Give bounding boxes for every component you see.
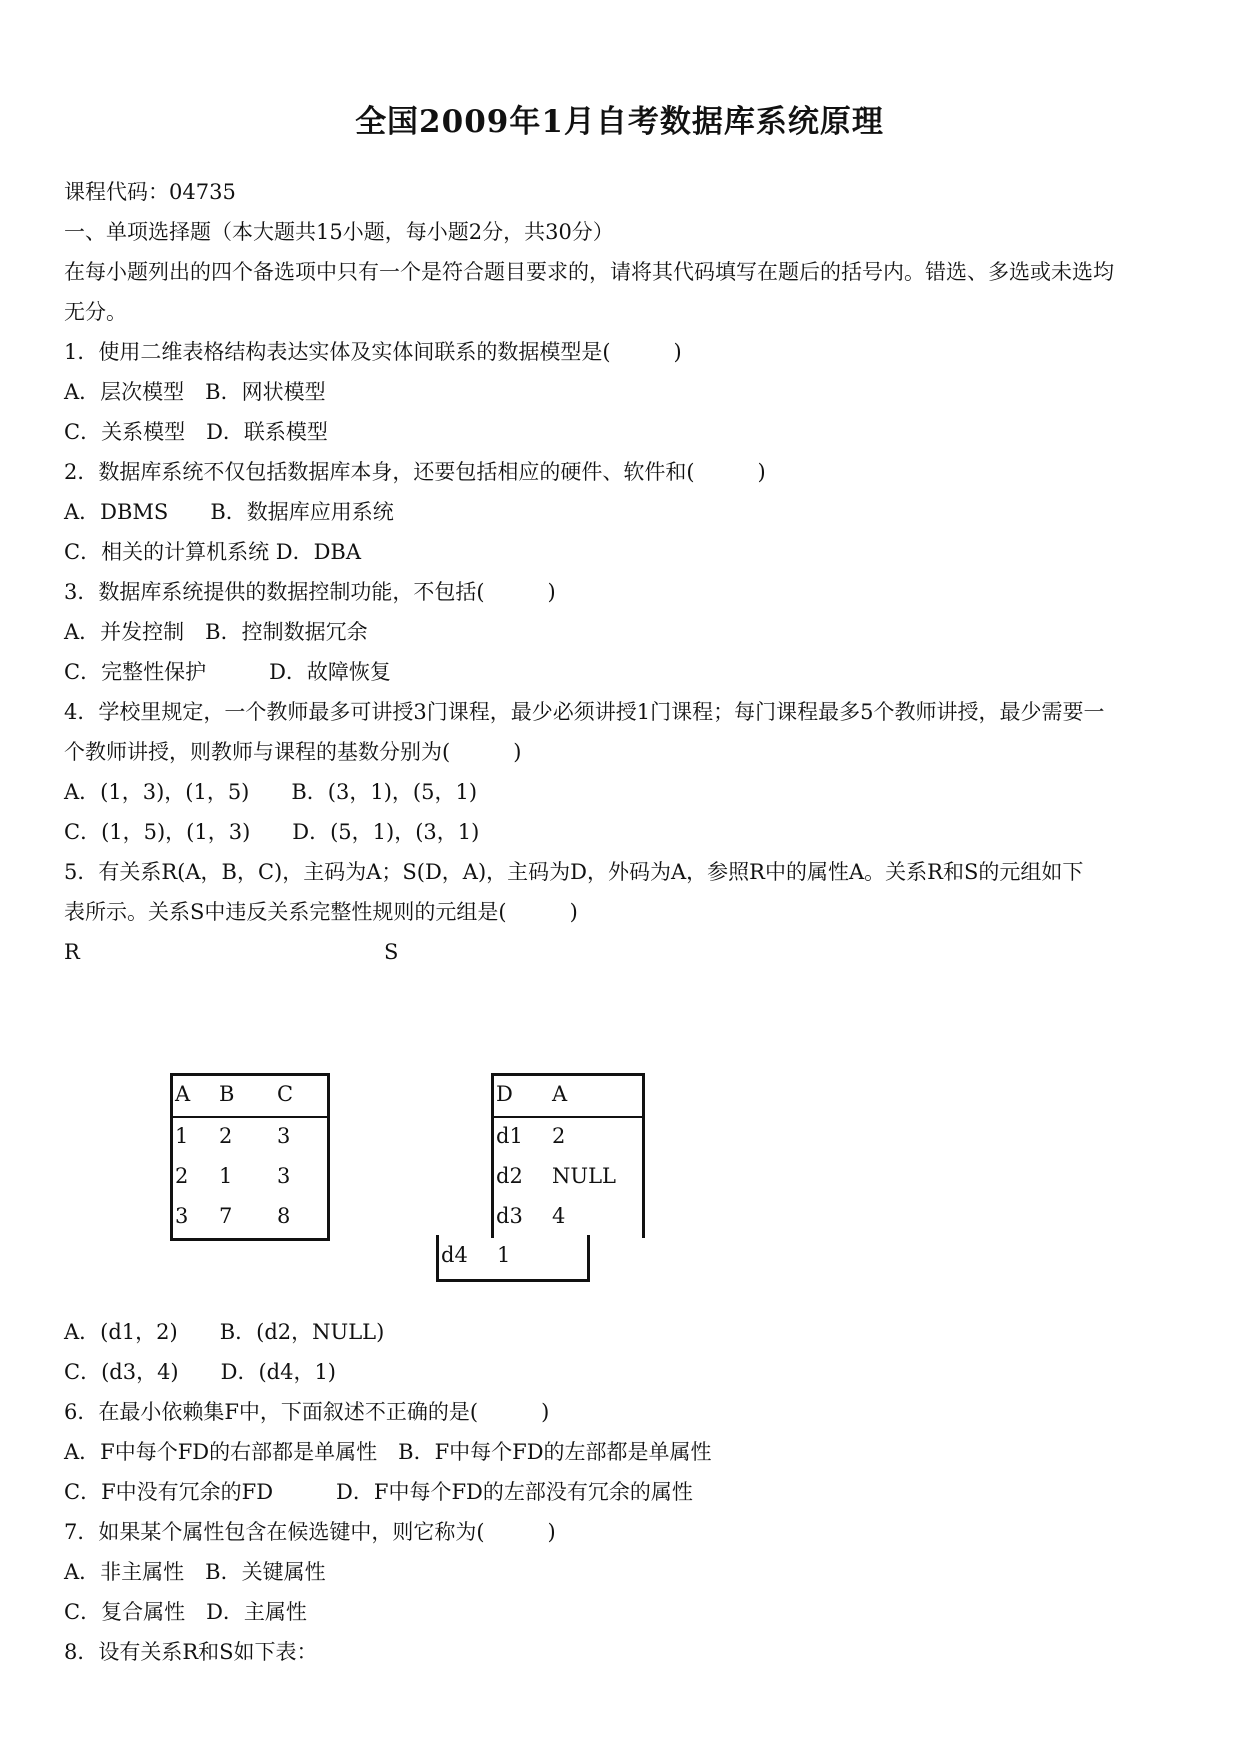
- table-cell: 2: [175, 1164, 189, 1188]
- relation-r-table: [170, 1073, 330, 1241]
- q5-options-cd: C．(d3，4) D．(d4，1): [64, 1360, 337, 1384]
- q6-options-cd: C．F中没有冗余的FD D．F中每个FD的左部没有冗余的属性: [64, 1480, 693, 1504]
- q4-options-cd: C．(1，5)，(1，3) D．(5，1)，(3，1): [64, 820, 480, 844]
- table-row: [494, 1158, 642, 1198]
- q1-options-ab: A．层次模型 B．网状模型: [64, 380, 326, 404]
- q4-stem-line-1: 4．学校里规定，一个教师最多可讲授3门课程，最少必须讲授1门课程；每门课程最多5个教师讲授，最少需要一: [64, 700, 1105, 724]
- q5-stem-line-1: 5．有关系R(A，B，C)，主码为A；S(D，A)，主码为D，外码为A，参照R中的属性A。关系R和S的元组如下: [64, 860, 1084, 884]
- table-cell: 3: [277, 1164, 291, 1188]
- table-cell: 7: [219, 1204, 233, 1228]
- q4-stem-line-2: 个教师讲授，则教师与课程的基数分别为( ): [64, 740, 522, 764]
- table-cell: 8: [277, 1204, 291, 1228]
- page-title: 全国2009年1月自考数据库系统原理: [355, 104, 884, 140]
- q3-options-ab: A．并发控制 B．控制数据冗余: [64, 620, 368, 644]
- table-cell: d3: [496, 1204, 523, 1228]
- table-header-cell: D: [496, 1082, 513, 1106]
- table-row: [173, 1118, 327, 1158]
- table-header-cell: A: [175, 1082, 191, 1106]
- q5-options-ab: A．(d1，2) B．(d2，NULL): [64, 1320, 385, 1344]
- table-row: [494, 1118, 642, 1158]
- table-header-row: [173, 1076, 327, 1118]
- q7-stem: 7．如果某个属性包含在候选键中，则它称为( ): [64, 1520, 556, 1544]
- table-header-cell: C: [277, 1082, 294, 1106]
- instruction-line-2: 无分。: [64, 300, 127, 324]
- instruction-line-1: 在每小题列出的四个备选项中只有一个是符合题目要求的，请将其代码填写在题后的括号内。错选、多选或未选均: [64, 260, 1114, 284]
- table-row: [173, 1198, 327, 1238]
- q4-options-ab: A．(1，3)，(1，5) B．(3，1)，(5，1): [64, 780, 478, 804]
- q1-options-cd: C．关系模型 D．联系模型: [64, 420, 328, 444]
- relation-s-label: S: [384, 940, 399, 964]
- q6-options-ab: A．F中每个FD的右部都是单属性 B．F中每个FD的左部都是单属性: [64, 1440, 712, 1464]
- q2-options-ab: A．DBMS B．数据库应用系统: [64, 500, 394, 524]
- table-header-cell: B: [219, 1082, 235, 1106]
- table-cell: d1: [496, 1124, 523, 1148]
- table-cell: 3: [277, 1124, 291, 1148]
- table-cell: 2: [552, 1124, 566, 1148]
- q2-stem: 2．数据库系统不仅包括数据库本身，还要包括相应的硬件、软件和( ): [64, 460, 766, 484]
- table-cell: 2: [219, 1124, 233, 1148]
- course-code: 课程代码：04735: [64, 180, 236, 204]
- q6-stem: 6．在最小依赖集F中，下面叙述不正确的是( ): [64, 1400, 550, 1424]
- table-cell: d2: [496, 1164, 523, 1188]
- table-cell: NULL: [552, 1164, 616, 1188]
- table-row: [173, 1158, 327, 1198]
- relation-s-table: [491, 1073, 645, 1238]
- table-header-row: [494, 1076, 642, 1118]
- table-cell: 1: [175, 1124, 189, 1148]
- table-cell: 4: [552, 1204, 566, 1228]
- q8-stem: 8．设有关系R和S如下表：: [64, 1640, 318, 1664]
- q5-stem-line-2: 表所示。关系S中违反关系完整性规则的元组是( ): [64, 900, 578, 924]
- table-row: [494, 1198, 642, 1238]
- table-row-displaced: [436, 1235, 590, 1282]
- table-cell: 1: [497, 1243, 511, 1267]
- q1-stem: 1．使用二维表格结构表达实体及实体间联系的数据模型是( ): [64, 340, 682, 364]
- table-cell: 1: [219, 1164, 233, 1188]
- table-header-cell: A: [552, 1082, 568, 1106]
- q3-stem: 3．数据库系统提供的数据控制功能，不包括( ): [64, 580, 556, 604]
- q7-options-ab: A．非主属性 B．关键属性: [64, 1560, 326, 1584]
- q7-options-cd: C．复合属性 D．主属性: [64, 1600, 307, 1624]
- q2-options-cd: C．相关的计算机系统 D．DBA: [64, 540, 362, 564]
- table-cell: d4: [441, 1243, 468, 1267]
- section-heading: 一、单项选择题（本大题共15小题，每小题2分，共30分）: [64, 220, 614, 244]
- relation-r-label: R: [64, 940, 80, 964]
- q3-options-cd: C．完整性保护 D．故障恢复: [64, 660, 391, 684]
- table-cell: 3: [175, 1204, 189, 1228]
